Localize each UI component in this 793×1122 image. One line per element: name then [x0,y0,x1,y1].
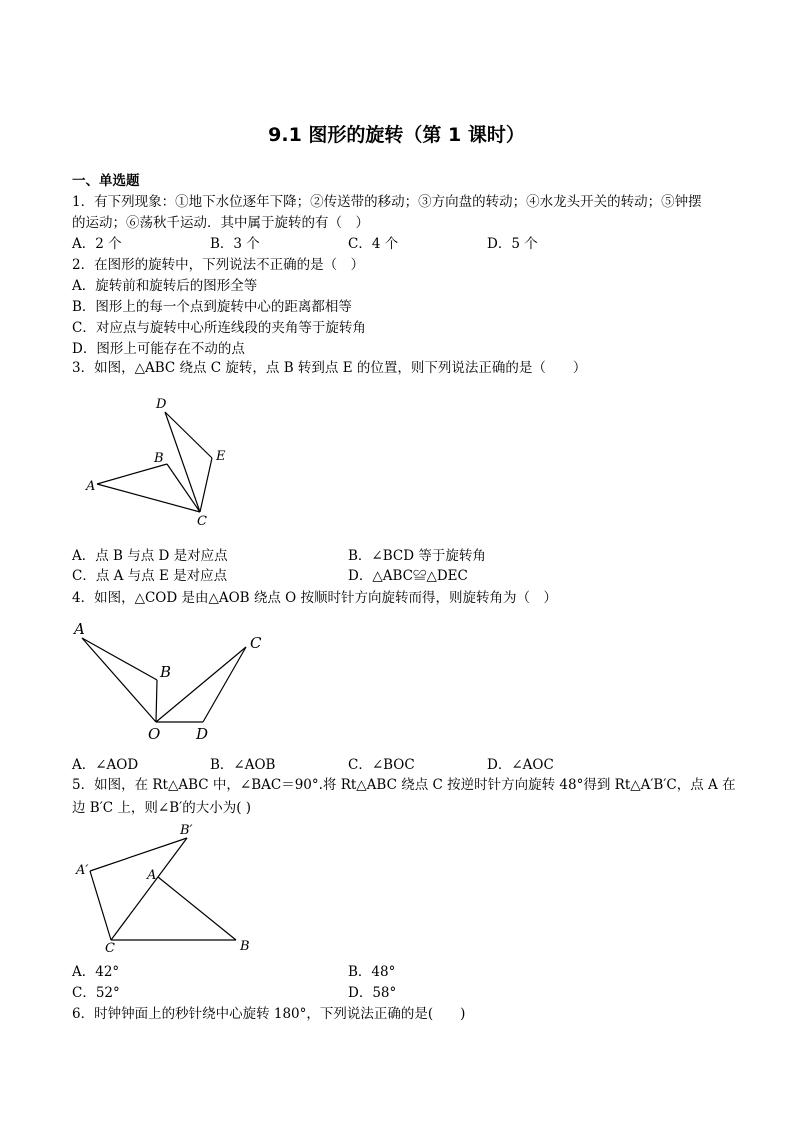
q1-stem-line1: 1．有下列现象：①地下水位逐年下降；②传送带的移动；③方向盘的转动；④水龙头开关的转动；⑤钟摆 [72,194,702,210]
q2-option-a: A．旋转前和旋转后的图形全等 [72,278,258,294]
q5-stem-line1: 5．如图，在 Rt△ABC 中，∠BAC＝90°.将 Rt△ABC 绕点 C 按逆时针方向旋转 48°得到 Rt△A′B′C，点 A 在 [72,777,736,793]
q3-label-a: A [86,479,96,494]
q5-label-b1: B′ [180,823,193,838]
q3-label-d: D [156,397,167,412]
q5-label-c: C [105,941,115,956]
q1-option-d: D．5 个 [487,236,538,252]
q3-option-c: C．点 A 与点 E 是对应点 [72,568,228,584]
q5-segment-ab [158,877,236,940]
q3-stem: 3．如图，△ABC 绕点 C 旋转，点 B 转到点 E 的位置，则下列说法正确的是（ ） [72,360,587,376]
q4-option-d: D．∠AOC [487,757,554,773]
q1-option-a: A．2 个 [72,236,122,252]
q2-option-d: D．图形上可能存在不动的点 [72,341,245,357]
q4-option-a: A．∠AOD [72,757,139,773]
q2-option-b: B．图形上的每一个点到旋转中心的距离都相等 [72,299,352,315]
q2-option-c: C．对应点与旋转中心所连线段的夹角等于旋转角 [72,320,366,336]
q5-option-b: B．48° [348,964,396,980]
q4-label-a: A [74,620,85,638]
q4-label-o: O [148,725,161,743]
q6-stem: 6．时钟钟面上的秒针绕中心旋转 180°，下列说法正确的是( ) [72,1006,466,1022]
q5-option-c: C．52° [72,985,120,1001]
q5-segment-a1c [90,871,111,940]
q5-segment-b1c [111,838,187,940]
page-title: 9.1 图形的旋转（第 1 课时） [268,124,525,146]
q3-label-e: E [216,449,226,464]
q3-option-a: A．点 B 与点 D 是对应点 [72,548,228,564]
q3-option-b: B．∠BCD 等于旋转角 [348,548,486,564]
q5-stem-line2: 边 B′C 上，则∠B′的大小为( ) [72,800,252,816]
q2-stem: 2．在图形的旋转中，下列说法不正确的是（ ） [72,257,365,273]
q3-label-b: B [154,451,164,466]
q5-label-a: A [147,868,157,883]
q1-option-c: C．4 个 [348,236,399,252]
section-heading: 一、单选题 [72,173,140,189]
q5-segment-a1b1 [90,838,187,871]
q5-option-d: D．58° [348,985,397,1001]
q3-label-c: C [197,514,207,529]
q5-option-a: A．42° [72,964,120,980]
q1-option-b: B．3 个 [210,236,260,252]
q4-label-d: D [196,725,209,743]
q1-stem-line2: 的运动；⑥荡秋千运动．其中属于旋转的有（ ） [72,215,369,231]
q4-stem: 4．如图，△COD 是由△AOB 绕点 O 按顺时针方向旋转而得，则旋转角为（ ） [72,590,558,606]
q4-label-b: B [160,663,172,681]
q5-label-b: B [240,939,250,954]
q3-option-d: D．△ABC≌△DEC [348,568,468,584]
q4-option-b: B．∠AOB [210,757,276,773]
q4-label-c: C [250,634,262,652]
q4-option-c: C．∠BOC [348,757,415,773]
q5-label-a1: A′ [76,863,89,878]
